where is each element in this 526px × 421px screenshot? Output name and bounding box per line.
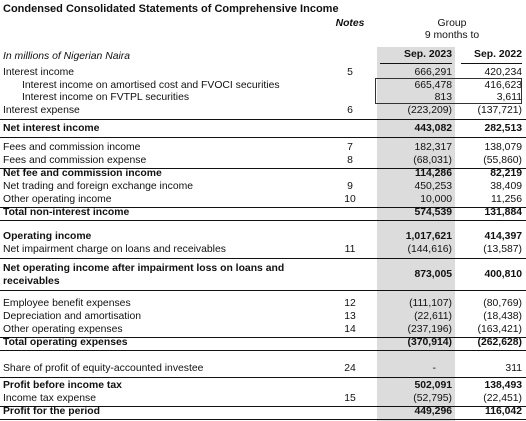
row-label: Depreciation and amortisation — [3, 311, 142, 322]
value-2022: 138,493 — [484, 380, 522, 391]
value-2023: 873,005 — [414, 269, 452, 280]
row-label: Net impairment charge on loans and receivables — [3, 244, 226, 255]
table-row — [0, 155, 526, 167]
value-2023: (68,031) — [413, 155, 452, 166]
value-2023: 443,082 — [414, 123, 452, 134]
table-row — [0, 380, 526, 392]
row-label: Fees and commission expense — [3, 155, 147, 166]
column-header-sep-2022: Sep. 2022 — [461, 49, 522, 64]
row-note: 13 — [344, 311, 356, 322]
table-row — [0, 123, 526, 135]
value-2023: 813 — [434, 92, 452, 103]
value-2023: 574,539 — [414, 207, 452, 218]
divider — [0, 290, 526, 291]
table-row — [0, 92, 526, 104]
value-2022: 38,409 — [490, 181, 522, 192]
row-label: Total operating expenses — [3, 337, 128, 348]
value-2023: (223,209) — [407, 105, 452, 116]
row-label: Net interest income — [3, 123, 100, 134]
table-row — [0, 244, 526, 256]
value-2023: 666,291 — [414, 67, 452, 78]
row-label: Interest expense — [3, 105, 80, 116]
divider — [0, 137, 526, 138]
table-row — [0, 142, 526, 154]
row-label: Interest income — [3, 67, 75, 78]
value-2022: (22,451) — [483, 393, 522, 404]
table-row — [0, 393, 526, 405]
row-label: Net operating income after impairment loss on loans and receivables — [3, 263, 285, 287]
value-2023: 449,296 — [414, 406, 452, 417]
value-2022: (137,721) — [477, 105, 522, 116]
table-row — [0, 105, 526, 117]
table-row — [0, 168, 526, 180]
value-2023: - — [432, 363, 436, 374]
row-label: Net fee and commission income — [3, 168, 162, 179]
value-2022: 82,219 — [490, 168, 522, 179]
value-2023: 450,253 — [414, 181, 452, 192]
value-2023: (237,196) — [407, 324, 452, 335]
value-2022: 116,042 — [485, 406, 522, 417]
row-note: 9 — [347, 181, 353, 192]
notes-column-header: Notes — [335, 18, 365, 29]
table-row — [0, 406, 526, 418]
value-2022: 420,234 — [484, 67, 522, 78]
row-label: Profit before income tax — [3, 380, 122, 391]
table-row — [0, 262, 526, 288]
row-label: Profit for the period — [3, 406, 100, 417]
table-row — [0, 67, 526, 79]
value-2023: 182,317 — [414, 142, 452, 153]
table-row — [0, 231, 526, 243]
value-2022: (80,769) — [483, 298, 522, 309]
table-row — [0, 324, 526, 336]
row-note: 15 — [344, 393, 356, 404]
value-2022: 400,810 — [484, 269, 522, 280]
value-2022: (262,628) — [477, 337, 522, 348]
value-2023: 665,478 — [414, 80, 452, 91]
value-2023: (111,107) — [409, 298, 452, 309]
row-note: 7 — [347, 142, 353, 153]
table-row — [0, 80, 526, 92]
divider — [0, 419, 526, 420]
table-row — [0, 298, 526, 310]
divider — [0, 119, 526, 120]
table-row — [0, 207, 526, 219]
value-2022: 131,884 — [484, 207, 522, 218]
statement-title: Condensed Consolidated Statements of Comprehensive Income — [3, 3, 339, 15]
value-2022: 282,513 — [484, 123, 522, 134]
row-note: 10 — [344, 194, 356, 205]
table-row — [0, 363, 526, 375]
table-row — [0, 337, 526, 349]
table-row — [0, 181, 526, 193]
row-note: 11 — [344, 244, 356, 255]
row-label: Interest income on FVTPL securities — [22, 92, 190, 103]
value-2023: 1,017,621 — [405, 231, 452, 242]
value-2023: 10,000 — [420, 194, 452, 205]
value-2022: 3,611 — [496, 92, 522, 103]
value-2023: (52,795) — [413, 393, 452, 404]
row-label: Net trading and foreign exchange income — [3, 181, 194, 192]
value-2023: 114,286 — [415, 168, 452, 179]
value-2022: (163,421) — [477, 324, 522, 335]
row-label: Operating income — [3, 231, 92, 242]
unit-label: In millions of Nigerian Naira — [3, 51, 131, 62]
value-2022: 414,397 — [484, 231, 522, 242]
value-2023: (22,611) — [414, 311, 452, 322]
row-label: Fees and commission income — [3, 142, 141, 153]
row-note: 6 — [347, 105, 353, 116]
divider — [0, 258, 526, 259]
value-2022: (13,587) — [483, 244, 522, 255]
row-label: Other operating income — [3, 194, 112, 205]
row-label: Share of profit of equity-accounted investee — [3, 363, 204, 374]
row-note: 14 — [344, 324, 356, 335]
group-header — [378, 18, 526, 42]
divider — [0, 220, 526, 221]
value-2023: 502,091 — [414, 380, 452, 391]
value-2022: (55,860) — [483, 155, 522, 166]
value-2022: 311 — [505, 363, 522, 374]
group-label: Group — [437, 18, 467, 29]
row-label: Total non-interest income — [3, 207, 130, 218]
row-label: Interest income on amortised cost and FVOCI securities — [22, 80, 280, 91]
table-row — [0, 311, 526, 323]
row-note: 8 — [347, 155, 353, 166]
value-2023: (370,914) — [407, 337, 452, 348]
row-label: Income tax expense — [3, 393, 96, 404]
period-label: 9 months to — [424, 30, 480, 41]
value-2023: (144,616) — [407, 244, 452, 255]
column-header-sep-2023: Sep. 2023 — [380, 49, 452, 64]
value-2022: 416,623 — [484, 80, 522, 91]
row-label: Other operating expenses — [3, 324, 123, 335]
row-note: 24 — [344, 363, 356, 374]
table-row — [0, 194, 526, 206]
row-note: 12 — [344, 298, 356, 309]
value-2022: 138,079 — [484, 142, 522, 153]
value-2022: (18,438) — [483, 311, 522, 322]
divider — [0, 350, 526, 351]
value-2022: 11,256 — [490, 194, 522, 205]
row-note: 5 — [347, 67, 353, 78]
divider — [0, 377, 526, 378]
row-label: Employee benefit expenses — [3, 298, 131, 309]
